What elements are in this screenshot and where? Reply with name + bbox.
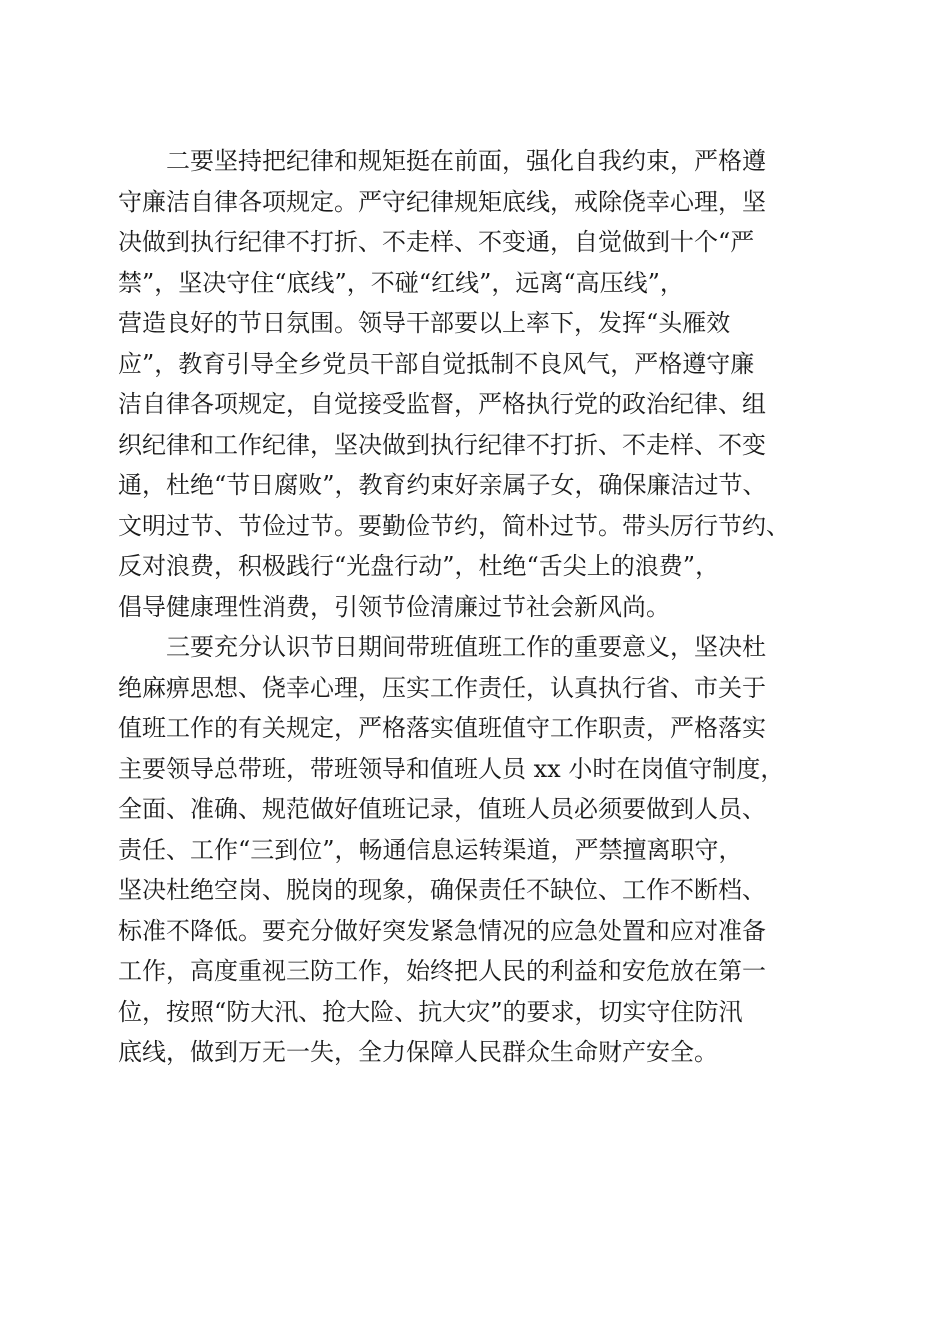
text-line: 禁”，坚决守住“底线”，不碰“红线”，远离“高压线”， [118, 268, 684, 297]
text-line: 应”，教育引导全乡党员干部自觉抵制不良风气，严格遵守廉 [118, 349, 755, 378]
text-line: 文明过节、节俭过节。要勤俭节约，简朴过节。带头厉行节约、 [118, 511, 790, 540]
text-line: 通，杜绝“节日腐败”，教育约束好亲属子女，确保廉洁过节、 [118, 471, 767, 499]
text-line: 主要领导总带班，带班领导和值班人员 xx 小时在岗值守制度， [118, 754, 785, 783]
text-line: 三要充分认识节日期间带班值班工作的重要意义，坚决杜 [166, 633, 766, 661]
text-line: 工作，高度重视三防工作，始终把人民的利益和安危放在第一 [118, 957, 766, 985]
text-line: 织纪律和工作纪律，坚决做到执行纪律不打折、不走样、不变 [118, 430, 766, 459]
text-line: 责任、工作“三到位”，畅通信息运转渠道，严禁擅离职守， [118, 835, 743, 864]
text-line: 洁自律各项规定，自觉接受监督，严格执行党的政治纪律、组 [118, 390, 766, 418]
text-line: 反对浪费，积极践行“光盘行动”，杜绝“舌尖上的浪费”， [118, 552, 720, 580]
text-line: 底线，做到万无一失，全力保障人民群众生命财产安全。 [118, 1038, 718, 1066]
text-line: 标准不降低。要充分做好突发紧急情况的应急处置和应对准备 [118, 916, 766, 945]
text-line: 倡导健康理性消费，引领节俭清廉过节社会新风尚。 [118, 592, 670, 621]
text-line: 绝麻痹思想、侥幸心理，压实工作责任，认真执行省、市关于 [118, 673, 766, 702]
text-line: 二要坚持把纪律和规矩挺在前面，强化自我约束，严格遵 [166, 147, 766, 175]
paragraph-discipline [118, 141, 848, 627]
text-line: 营造良好的节日氛围。领导干部要以上率下，发挥“头雁效 [118, 309, 731, 337]
text-line: 值班工作的有关规定，严格落实值班值守工作职责，严格落实 [118, 714, 766, 742]
paragraph-duty [118, 627, 848, 1073]
text-line: 决做到执行纪律不打折、不走样、不变通，自觉做到十个“严 [118, 228, 755, 256]
text-line: 全面、准确、规范做好值班记录，值班人员必须要做到人员、 [118, 795, 766, 823]
text-line: 守廉洁自律各项规定。严守纪律规矩底线，戒除侥幸心理，坚 [118, 187, 766, 216]
text-line: 位，按照“防大汛、抢大险、抗大灾”的要求，切实守住防汛 [118, 997, 743, 1026]
text-line: 坚决杜绝空岗、脱岗的现象，确保责任不缺位、工作不断档、 [118, 876, 766, 904]
document-body [118, 141, 848, 1073]
